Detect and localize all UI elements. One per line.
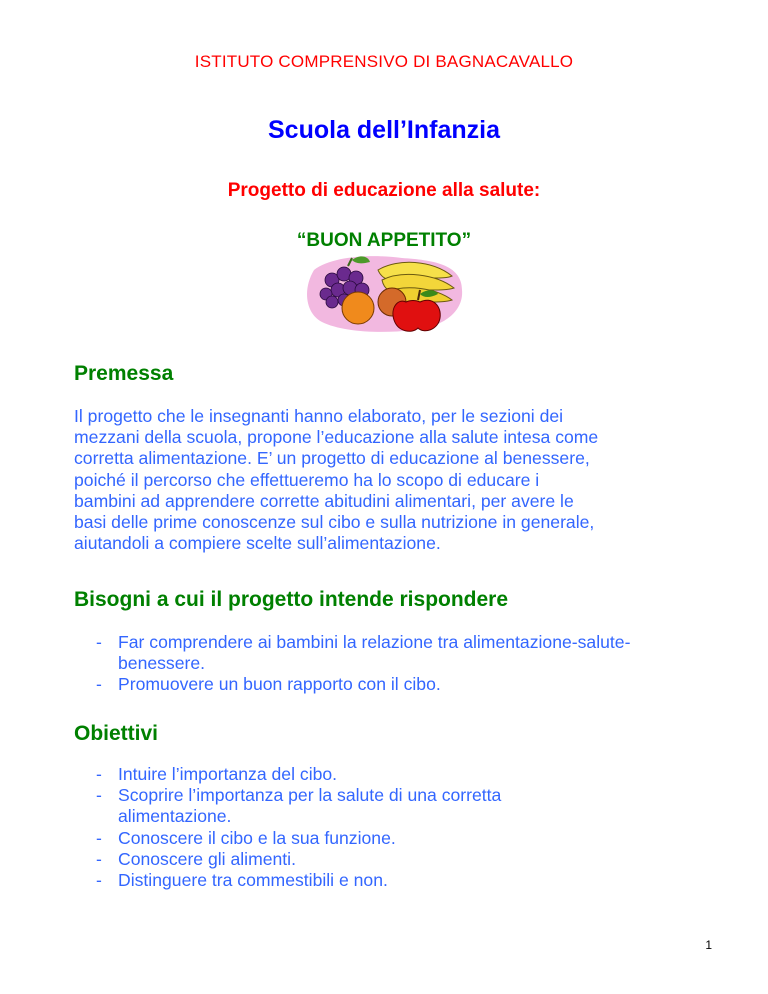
list-item-text: Scoprire l’importanza per la salute di una corretta alimentazione. <box>118 785 502 827</box>
premessa-paragraph <box>74 406 704 554</box>
list-item <box>96 764 576 785</box>
list-item <box>96 870 576 891</box>
list-item-text: Conoscere gli alimenti. <box>118 848 296 869</box>
paragraph-line: poiché il percorso che effettueremo ha lo scopo di educare i <box>74 469 540 490</box>
list-item <box>96 632 656 674</box>
list-item-text: Promuovere un buon rapporto con il cibo. <box>118 674 441 695</box>
dash-marker: - <box>96 785 102 806</box>
document-title: Scuola dell’Infanzia <box>268 116 500 144</box>
project-name: “BUON APPETITO” <box>296 230 472 251</box>
bisogni-list <box>96 632 656 696</box>
fruit-basket-icon <box>302 250 468 336</box>
obiettivi-heading: Obiettivi <box>74 722 159 745</box>
paragraph-line: aiutandoli a compiere scelte sull’alimentazione. <box>74 533 441 554</box>
paragraph-line: corretta alimentazione. E’ un progetto di educazione al benessere, <box>74 448 590 469</box>
dash-marker: - <box>96 848 102 869</box>
paragraph-line: mezzani della scuola, propone l’educazione alla salute intesa come <box>74 427 599 448</box>
paragraph-line: basi delle prime conoscenze sul cibo e sulla nutrizione in generale, <box>74 512 595 533</box>
obiettivi-list <box>96 764 576 891</box>
dash-marker: - <box>96 870 102 891</box>
project-subtitle: Progetto di educazione alla salute: <box>227 180 541 201</box>
list-item <box>96 828 576 849</box>
list-item <box>96 674 656 695</box>
list-item-text: Far comprendere ai bambini la relazione tra alimentazione-salute-benessere. <box>118 632 631 674</box>
premessa-heading: Premessa <box>74 362 174 385</box>
dash-marker: - <box>96 827 102 848</box>
list-item-text: Intuire l’importanza del cibo. <box>118 764 338 784</box>
dash-marker: - <box>96 632 102 652</box>
list-item-text: Distinguere tra commestibili e non. <box>118 870 388 891</box>
dash-marker: - <box>96 764 102 784</box>
paragraph-line: bambini ad apprendere corrette abitudini alimentari, per avere le <box>74 490 574 511</box>
dash-marker: - <box>96 674 102 695</box>
list-item-text: Conoscere il cibo e la sua funzione. <box>118 827 396 848</box>
paragraph-line: Il progetto che le insegnanti hanno elaborato, per le sezioni dei <box>74 406 564 426</box>
page-number: 1 <box>705 938 712 952</box>
list-item <box>96 785 576 827</box>
list-item <box>96 849 576 870</box>
school-name: ISTITUTO COMPRENSIVO DI BAGNACAVALLO <box>194 52 574 71</box>
bisogni-heading: Bisogni a cui il progetto intende rispondere <box>74 588 509 611</box>
